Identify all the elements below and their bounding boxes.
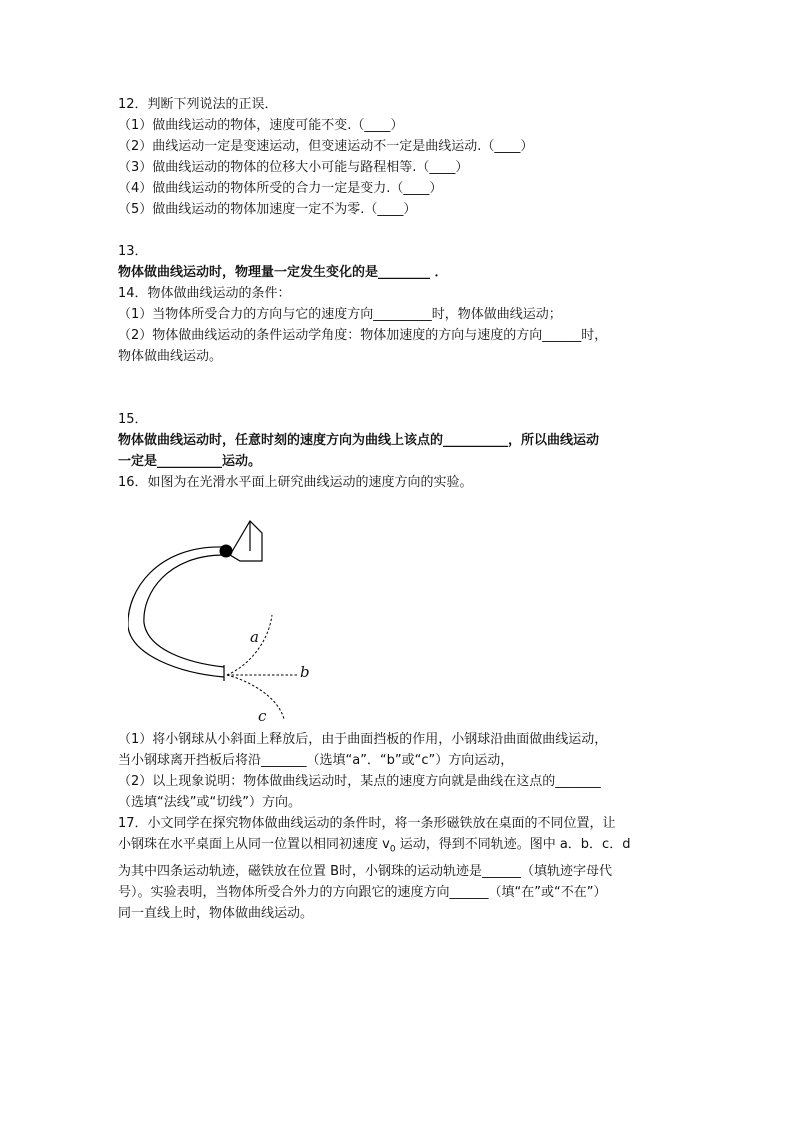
question-17-line-4: 号）。实验表明，当物体所受合外力的方向跟它的速度方向______（填“在”或“不在”） [118,884,607,900]
question-17-line-3: 为其中四条运动轨迹，磁铁放在位置 B时，小钢珠的运动轨迹是______（填轨迹字母代 [118,863,613,879]
label-a: a [250,628,259,646]
question-15-number: 15． [118,412,148,427]
label-c: c [258,707,267,725]
question-12-title: 12．判断下列说法的正误． [118,97,278,112]
baffle-inner-arc [144,555,224,667]
curved-baffle-figure [128,505,328,725]
question-17-line-2-a: 小钢珠在水平桌面上从同一位置以相同初速度 v [118,837,390,852]
question-17-line-1: 17．小文同学在探究物体做曲线运动的条件时，将一条形磁铁放在桌面的不同位置，让 [118,816,616,831]
spacer [118,220,698,241]
question-12-item-4: （4）做曲线运动的物体所受的合力一定是变力.（____） [118,181,443,196]
question-16-line-4: （选填“法线”或“切线”）方向。 [118,795,301,810]
question-13-number: 13． [118,244,148,259]
question-14-line-2: （2）物体做曲线运动的条件运动学角度：物体加速度的方向与速度的方向______时， [118,328,608,343]
spacer [118,367,698,409]
question-16-line-3: （2）以上现象说明：物体做曲线运动时，某点的速度方向就是曲线在这点的_______ [118,774,601,789]
question-17 [118,813,698,924]
question-15-line-2: 一定是__________运动。 [118,454,262,469]
question-17-line-2 [118,834,698,861]
incline-ramp [230,521,262,561]
question-16-line-2: 当小钢球离开挡板后将沿_______（选填“a”．“b”或“c”）方向运动， [118,753,514,768]
question-16-title: 16．如图为在光滑水平面上研究曲线运动的速度方向的实验。 [118,475,473,490]
question-14-title: 14．物体做曲线运动的条件： [118,286,291,301]
question-17-line-2-b: 运动，得到不同轨迹。图中 a．b．c．d [395,837,631,852]
question-14 [118,283,698,367]
question-17-line-5: 同一直线上时，物体做曲线运动。 [118,905,314,921]
question-16-line-1: （1）将小钢球从小斜面上释放后，由于曲面挡板的作用，小钢球沿曲面做曲线运动， [118,732,608,747]
curved-baffle-diagram [128,505,328,725]
question-12-item-2: （2）曲线运动一定是变速运动，但变速运动不一定是曲线运动.（____） [118,139,534,154]
question-12 [118,94,698,220]
question-13-text: 物体做曲线运动时，物理量一定发生变化的是________ ． [118,265,448,280]
question-16 [118,472,698,813]
label-b: b [300,663,310,681]
velocity-subscript: 0 [389,844,396,855]
question-12-item-5: （5）做曲线运动的物体加速度一定不为零.（____） [118,202,417,217]
trajectory-c [227,675,284,719]
question-14-line-1: （1）当物体所受合力的方向与它的速度方向_________时，物体做曲线运动； [118,307,562,322]
question-13 [118,241,698,283]
steel-ball [220,545,233,558]
question-12-item-1: （1）做曲线运动的物体，速度可能不变.（____） [118,118,404,133]
question-15 [118,409,698,472]
question-12-item-3: （3）做曲线运动的物体的位移大小可能与路程相等.（____） [118,160,469,175]
worksheet-page [118,94,698,924]
question-14-line-3: 物体做曲线运动。 [118,349,223,364]
question-15-line-1: 物体做曲线运动时，任意时刻的速度方向为曲线上该点的__________，所以曲线运动 [118,433,600,448]
